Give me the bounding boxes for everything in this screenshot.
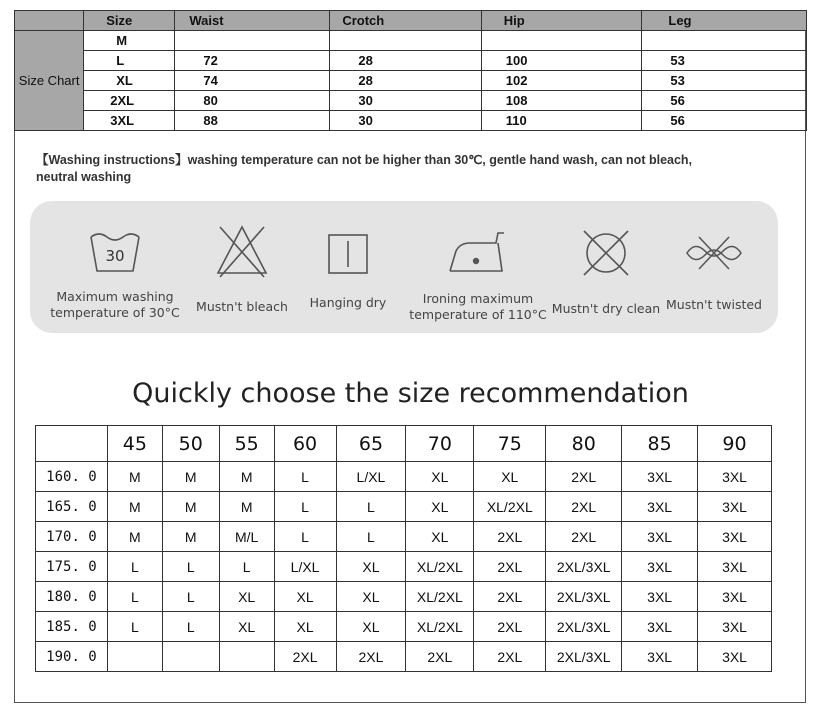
iron-icon (446, 227, 510, 277)
height-cell: 185. 0 (36, 612, 108, 642)
leg-cell: 53 (642, 71, 807, 91)
size-recommendation-cell: L (107, 582, 162, 612)
no-dry-clean-icon (578, 225, 634, 281)
size-chart-table (14, 10, 807, 131)
crotch-cell (330, 31, 481, 51)
care-item-hang (300, 229, 396, 311)
hanging-dry-icon (323, 229, 373, 279)
size-recommendation-cell: XL (336, 612, 406, 642)
size-recommendation-cell: 2XL (406, 642, 474, 672)
size-recommendation-cell: M (107, 522, 162, 552)
size-recommendation-cell: L (107, 612, 162, 642)
height-cell: 190. 0 (36, 642, 108, 672)
size-recommendation-cell: 3XL (698, 612, 772, 642)
size-recommendation-cell: 3XL (622, 642, 698, 672)
weight-header-row (36, 426, 772, 462)
size-recommendation-cell: 3XL (698, 582, 772, 612)
size-recommendation-cell: XL (474, 462, 546, 492)
size-recommendation-table (35, 425, 772, 672)
care-item-dryclean (550, 225, 662, 317)
weight-header-cell: 70 (406, 426, 474, 462)
size-recommendation-cell: 2XL (474, 642, 546, 672)
size-recommendation-cell: 3XL (622, 612, 698, 642)
size-recommendation-cell: 3XL (622, 582, 698, 612)
weight-header-cell: 50 (162, 426, 219, 462)
size-cell: L (84, 51, 175, 71)
crotch-cell: 30 (330, 111, 481, 131)
size-recommendation-cell (162, 642, 219, 672)
size-recommendation-cell: 2XL (546, 492, 622, 522)
hip-cell: 102 (481, 71, 642, 91)
waist-cell: 72 (175, 51, 330, 71)
weight-header-cell: 55 (219, 426, 274, 462)
size-recommendation-cell: L (274, 492, 336, 522)
size-recommendation-cell: 2XL/3XL (546, 582, 622, 612)
care-icons-panel (30, 201, 778, 333)
size-cell: M (84, 31, 175, 51)
wash-30-icon (85, 227, 145, 277)
care-item-iron (408, 227, 548, 323)
size-recommendation-cell: M (107, 462, 162, 492)
size-recommendation-cell: L (162, 582, 219, 612)
size-recommendation-cell: XL (406, 462, 474, 492)
hip-cell: 108 (481, 91, 642, 111)
size-recommendation-cell: 3XL (698, 522, 772, 552)
size-recommendation-cell: 2XL (474, 522, 546, 552)
leg-cell: 56 (642, 111, 807, 131)
height-cell: 160. 0 (36, 462, 108, 492)
size-recommendation-cell: L (274, 522, 336, 552)
size-recommendation-cell (219, 642, 274, 672)
size-recommendation-cell: XL/2XL (406, 612, 474, 642)
table-row (15, 91, 807, 111)
size-recommendation-cell: XL (274, 612, 336, 642)
size-recommendation-cell: L (162, 552, 219, 582)
size-recommendation-cell: M (219, 492, 274, 522)
size-recommendation-cell: L (274, 462, 336, 492)
size-recommendation-cell: XL/2XL (474, 492, 546, 522)
leg-cell: 53 (642, 51, 807, 71)
leg-cell: 56 (642, 91, 807, 111)
crotch-cell: 30 (330, 91, 481, 111)
height-cell: 165. 0 (36, 492, 108, 522)
header-hip: Hip (481, 11, 642, 31)
size-recommendation-cell: 3XL (622, 522, 698, 552)
table-row (36, 642, 772, 672)
crotch-cell: 28 (330, 71, 481, 91)
size-recommendation-cell: L (107, 552, 162, 582)
size-recommendation-cell: XL (406, 522, 474, 552)
care-label-hang: Hanging dry (309, 295, 387, 310)
size-recommendation-cell: 2XL/3XL (546, 612, 622, 642)
weight-header-cell: 45 (107, 426, 162, 462)
table-row (15, 111, 807, 131)
size-recommendation-cell: M/L (219, 522, 274, 552)
size-recommendation-cell: 2XL (336, 642, 406, 672)
height-cell: 170. 0 (36, 522, 108, 552)
weight-header-cell: 85 (622, 426, 698, 462)
page-title: Quickly choose the size recommendation (132, 378, 689, 409)
size-recommendation-cell: XL (406, 492, 474, 522)
size-recommendation-cell: XL (336, 582, 406, 612)
size-recommendation-cell: 2XL/3XL (546, 552, 622, 582)
size-recommendation-cell: 3XL (698, 642, 772, 672)
care-label-wash: Maximum washing temperature of 30°C (50, 289, 180, 320)
size-recommendation-cell: L/XL (336, 462, 406, 492)
size-recommendation-cell: M (107, 492, 162, 522)
hip-cell: 100 (481, 51, 642, 71)
header-waist: Waist (175, 11, 330, 31)
size-recommendation-cell: XL/2XL (406, 552, 474, 582)
size-recommendation-cell: L (162, 612, 219, 642)
size-recommendation-cell: 3XL (622, 462, 698, 492)
height-cell: 175. 0 (36, 552, 108, 582)
waist-cell: 80 (175, 91, 330, 111)
weight-header-cell: 60 (274, 426, 336, 462)
care-item-wash (50, 227, 180, 321)
size-recommendation-cell: 3XL (698, 462, 772, 492)
size-recommendation-cell: 2XL/3XL (546, 642, 622, 672)
size-recommendation-cell (107, 642, 162, 672)
table-row (36, 462, 772, 492)
size-chart-row-label: Size Chart (15, 31, 84, 131)
hip-cell (481, 31, 642, 51)
care-item-twist (664, 231, 764, 313)
care-label-iron: Ironing maximum temperature of 110°C (409, 291, 547, 322)
hip-cell: 110 (481, 111, 642, 131)
size-recommendation-cell: M (162, 522, 219, 552)
size-recommendation-cell: 3XL (622, 552, 698, 582)
leg-cell (642, 31, 807, 51)
wash-temperature-mark: 30 (105, 247, 125, 265)
size-recommendation-cell: 2XL (546, 462, 622, 492)
size-recommendation-cell: 3XL (622, 492, 698, 522)
size-cell: 2XL (84, 91, 175, 111)
no-bleach-icon (212, 223, 272, 279)
header-blank (36, 426, 108, 462)
size-recommendation-cell: L/XL (274, 552, 336, 582)
size-chart-header (15, 11, 807, 31)
no-twist-icon (683, 231, 745, 275)
size-cell: 3XL (84, 111, 175, 131)
size-cell: XL (84, 71, 175, 91)
size-recommendation-cell: 3XL (698, 492, 772, 522)
table-row (36, 612, 772, 642)
weight-header-cell: 90 (698, 426, 772, 462)
weight-header-cell: 80 (546, 426, 622, 462)
washing-instructions: 【Washing instructions】washing temperature can not be higher than 30℃, gentle hand wash, can not bleach, neutral washing (36, 153, 693, 184)
care-label-twist: Mustn't twisted (666, 297, 762, 312)
table-row (15, 31, 807, 51)
waist-cell (175, 31, 330, 51)
size-recommendation-cell: M (162, 462, 219, 492)
table-row (36, 522, 772, 552)
weight-header-cell: 65 (336, 426, 406, 462)
header-leg: Leg (642, 11, 807, 31)
care-label-dryclean: Mustn't dry clean (551, 301, 661, 316)
size-recommendation-cell: 2XL (546, 522, 622, 552)
size-recommendation-cell: M (162, 492, 219, 522)
size-recommendation-cell: 2XL (474, 582, 546, 612)
height-cell: 180. 0 (36, 582, 108, 612)
crotch-cell: 28 (330, 51, 481, 71)
size-recommendation-cell: L (336, 522, 406, 552)
table-row (15, 71, 807, 91)
table-row (36, 492, 772, 522)
size-recommendation-cell: 2XL (274, 642, 336, 672)
size-recommendation-cell: M (219, 462, 274, 492)
care-label-bleach: Mustn't bleach (196, 299, 288, 314)
size-recommendation-cell: XL (219, 612, 274, 642)
waist-cell: 88 (175, 111, 330, 131)
waist-cell: 74 (175, 71, 330, 91)
weight-header-cell: 75 (474, 426, 546, 462)
header-size: Size (84, 11, 175, 31)
table-row (15, 51, 807, 71)
size-recommendation-cell: XL/2XL (406, 582, 474, 612)
size-recommendation-cell: L (219, 552, 274, 582)
size-recommendation-cell: XL (274, 582, 336, 612)
size-recommendation-cell: 3XL (698, 552, 772, 582)
table-row (36, 582, 772, 612)
care-item-bleach (192, 223, 292, 315)
table-row (36, 552, 772, 582)
header-crotch: Crotch (330, 11, 481, 31)
size-recommendation-cell: 2XL (474, 612, 546, 642)
header-blank (15, 11, 84, 31)
size-recommendation-cell: XL (336, 552, 406, 582)
size-recommendation-cell: XL (219, 582, 274, 612)
size-recommendation-cell: L (336, 492, 406, 522)
size-recommendation-cell: 2XL (474, 552, 546, 582)
